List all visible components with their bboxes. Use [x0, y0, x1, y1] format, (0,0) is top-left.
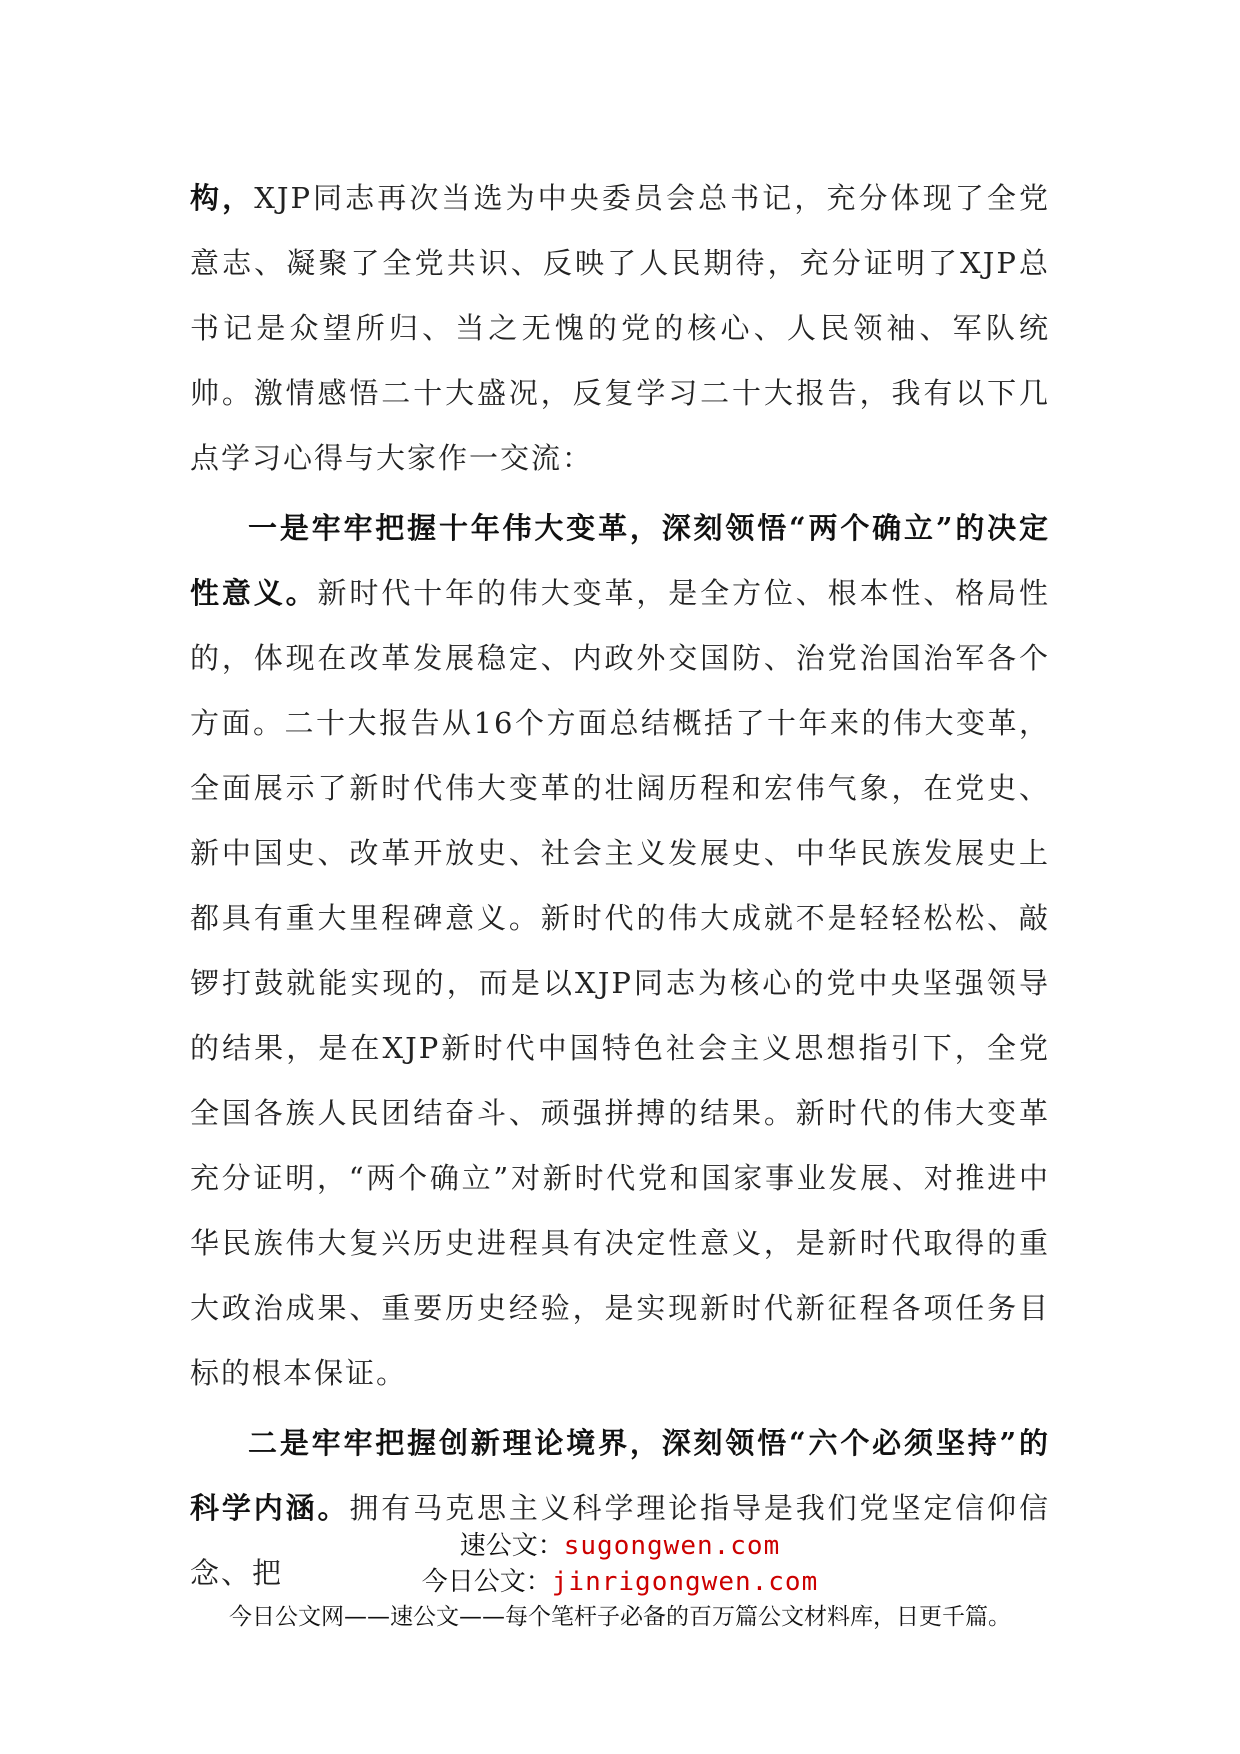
paragraph-point-one: [190, 496, 1050, 1406]
footer-label: 今日公文：: [421, 1567, 552, 1597]
footer-label: 速公文：: [459, 1531, 564, 1561]
paragraph-text: XJP同志再次当选为中央委员会总书记，充分体现了全党意志、凝聚了全党共识、反映了人民期待，充分证明了XJP总书记是众望所归、当之无愧的党的核心、人民领袖、军队统帅。激情感悟二十大盛况，反复学习二十大报告，我有以下几点学习心得与大家作一交流：: [190, 181, 1050, 475]
footer-line-jinrigongwen: [0, 1564, 1240, 1600]
paragraph-continuation: [190, 166, 1050, 491]
document-body: [190, 166, 1050, 1606]
sugongwen-link[interactable]: sugongwen.com: [563, 1531, 781, 1561]
paragraph-text: 新时代十年的伟大变革，是全方位、根本性、格局性的，体现在改革发展稳定、内政外交国防、治党治国治军各个方面。二十大报告从16个方面总结概括了十年来的伟大变革，全面展示了新时代伟大变革的壮阔历程和宏伟气象，在党史、新中国史、改革开放史、社会主义发展史、中华民族发展史上都具有重大里程碑意义。新时代的伟大成就不是轻轻松松、敲锣打鼓就能实现的，而是以XJP同志为核心的党中央坚强领导的结果，是在XJP新时代中国特色社会主义思想指引下，全党全国各族人民团结奋斗、顽强拼搏的结果。新时代的伟大变革充分证明，“两个确立”对新时代党和国家事业发展、对推进中华民族伟大复兴历史进程具有决定性意义，是新时代取得的重大政治成果、重要历史经验，是实现新时代新征程各项任务目标的根本保证。: [190, 576, 1050, 1390]
footer-slogan: 今日公文网——速公文——每个笔杆子必备的百万篇公文材料库，日更千篇。: [229, 1604, 1011, 1630]
footer-line-sugongwen: [0, 1528, 1240, 1564]
paragraph-text: 拥有马克思主义科学理论指导是我们党坚定信仰信念、把: [190, 1491, 1050, 1590]
paragraph-lead: 构，: [190, 181, 255, 215]
paragraph-lead: 二是牢牢把握创新理论境界，深刻领悟“六个必须坚持”的科学内涵。: [190, 1426, 1050, 1525]
jinrigongwen-link[interactable]: jinrigongwen.com: [551, 1567, 819, 1597]
watermark-footer: [0, 1528, 1240, 1634]
paragraph-lead: 一是牢牢把握十年伟大变革，深刻领悟“两个确立”的决定性意义。: [190, 511, 1050, 610]
